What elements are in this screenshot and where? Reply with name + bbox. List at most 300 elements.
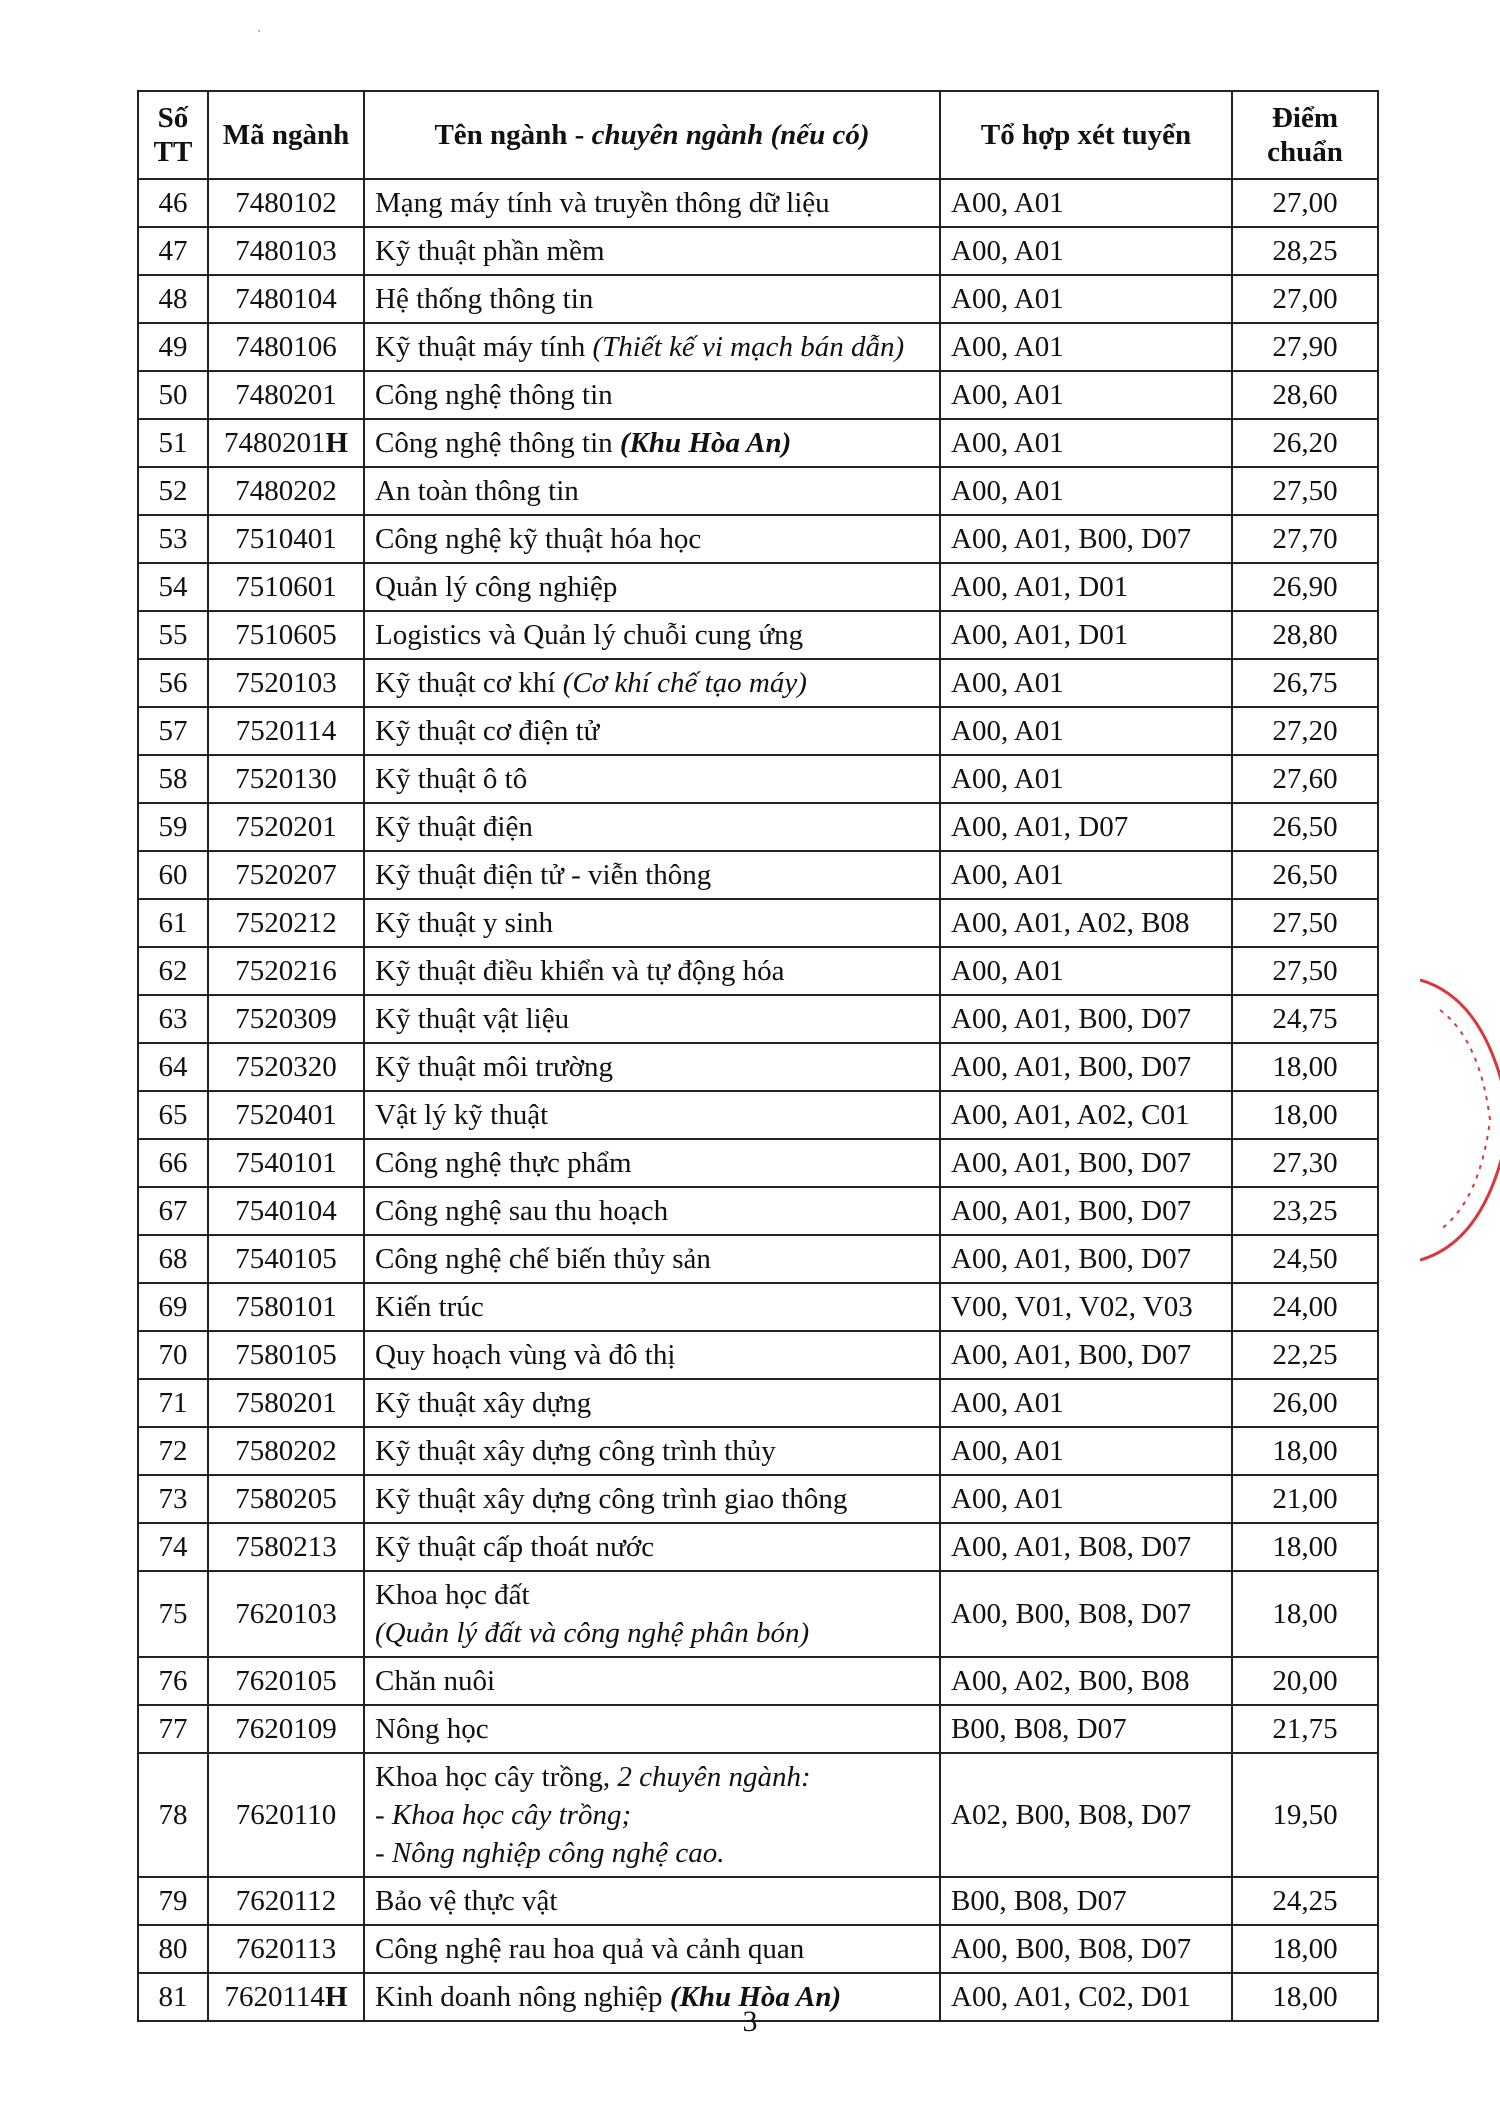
diem-chuan-cell: 21,75 xyxy=(1232,1705,1378,1753)
stt-cell: 57 xyxy=(138,707,208,755)
table-row xyxy=(138,323,1378,371)
diem-chuan-cell: 24,25 xyxy=(1232,1877,1378,1925)
ten-nganh-cell xyxy=(364,1705,940,1753)
table-row xyxy=(138,1475,1378,1523)
header-ma-nganh: Mã ngành xyxy=(208,91,364,179)
stt-cell: 64 xyxy=(138,1043,208,1091)
table-row xyxy=(138,1043,1378,1091)
to-hop-cell: A00, A01, B00, D07 xyxy=(940,995,1232,1043)
ma-nganh-cell xyxy=(208,1139,364,1187)
ma-nganh-code: 7580205 xyxy=(235,1483,337,1515)
ma-nganh-code: 7540101 xyxy=(235,1147,337,1179)
stt-cell: 54 xyxy=(138,563,208,611)
ma-nganh-cell xyxy=(208,1657,364,1705)
stt-cell: 59 xyxy=(138,803,208,851)
ten-nganh-text: Công nghệ chế biến thủy sản xyxy=(375,1243,711,1275)
diem-chuan-cell: 28,80 xyxy=(1232,611,1378,659)
ten-nganh-text: Logistics và Quản lý chuỗi cung ứng xyxy=(375,619,804,651)
ma-nganh-code: 7520320 xyxy=(235,1051,337,1083)
ma-nganh-code: 7480201 xyxy=(235,379,337,411)
diem-chuan-cell: 22,25 xyxy=(1232,1331,1378,1379)
ten-nganh-text: Công nghệ thông tin xyxy=(375,427,620,459)
ma-nganh-cell xyxy=(208,1877,364,1925)
ten-nganh-text: Hệ thống thông tin xyxy=(375,283,594,315)
table-row xyxy=(138,227,1378,275)
table-row xyxy=(138,1877,1378,1925)
ten-nganh-text: Chăn nuôi xyxy=(375,1665,496,1697)
ma-nganh-cell xyxy=(208,275,364,323)
ten-nganh-text: Kỹ thuật điện xyxy=(375,811,533,843)
ma-nganh-code: 7520103 xyxy=(235,667,337,699)
ten-nganh-note: (Thiết kế vi mạch bán dẫn) xyxy=(592,331,905,363)
stt-cell: 52 xyxy=(138,467,208,515)
to-hop-cell: A00, A01, C02, D01 xyxy=(940,1973,1232,2021)
ten-nganh-cell xyxy=(364,563,940,611)
stt-cell: 56 xyxy=(138,659,208,707)
stt-cell: 68 xyxy=(138,1235,208,1283)
ma-nganh-cell xyxy=(208,1187,364,1235)
stt-cell: 65 xyxy=(138,1091,208,1139)
table-row xyxy=(138,1753,1378,1877)
ten-nganh-text: Kỹ thuật ô tô xyxy=(375,763,528,795)
ma-nganh-cell xyxy=(208,851,364,899)
to-hop-cell: A00, A01, B08, D07 xyxy=(940,1523,1232,1571)
ten-nganh-cell xyxy=(364,275,940,323)
ma-nganh-code: 7580101 xyxy=(235,1291,337,1323)
ten-nganh-text: Quy hoạch vùng và đô thị xyxy=(375,1339,676,1371)
to-hop-cell: A00, A01, B00, D07 xyxy=(940,1187,1232,1235)
stt-cell: 55 xyxy=(138,611,208,659)
table-row xyxy=(138,1523,1378,1571)
table-row xyxy=(138,851,1378,899)
ma-nganh-code: 7580213 xyxy=(235,1531,337,1563)
diem-chuan-cell: 24,00 xyxy=(1232,1283,1378,1331)
ma-nganh-code: 7620105 xyxy=(235,1665,337,1697)
diem-chuan-cell: 23,25 xyxy=(1232,1187,1378,1235)
ma-nganh-cell xyxy=(208,803,364,851)
ma-nganh-code: 7510601 xyxy=(235,571,337,603)
stt-cell: 49 xyxy=(138,323,208,371)
ten-nganh-text: Mạng máy tính và truyền thông dữ liệu xyxy=(375,187,830,219)
ten-nganh-cell xyxy=(364,1043,940,1091)
ma-nganh-code: 7520207 xyxy=(235,859,337,891)
stt-cell: 60 xyxy=(138,851,208,899)
to-hop-cell: A00, A01 xyxy=(940,419,1232,467)
admission-scores-table xyxy=(137,90,1379,2022)
stt-cell: 81 xyxy=(138,1973,208,2021)
ma-nganh-code: 7480103 xyxy=(235,235,337,267)
ma-nganh-cell xyxy=(208,179,364,227)
to-hop-cell: A00, A01 xyxy=(940,1379,1232,1427)
ten-nganh-text: Công nghệ kỹ thuật hóa học xyxy=(375,523,702,555)
ten-nganh-text: Công nghệ thông tin xyxy=(375,379,613,411)
stt-cell: 66 xyxy=(138,1139,208,1187)
ten-nganh-text: Kỹ thuật xây dựng xyxy=(375,1387,592,1419)
to-hop-cell: A00, B00, B08, D07 xyxy=(940,1571,1232,1657)
ten-nganh-subline: - Khoa học cây trồng; xyxy=(375,1799,632,1831)
ma-nganh-code: 7620114 xyxy=(224,1981,325,2013)
ten-nganh-cell xyxy=(364,323,940,371)
table-row xyxy=(138,1571,1378,1657)
ma-nganh-code: 7520401 xyxy=(235,1099,337,1131)
ma-nganh-code: 7620110 xyxy=(235,1799,337,1831)
ten-nganh-cell xyxy=(364,851,940,899)
ten-nganh-text: Kỹ thuật cấp thoát nước xyxy=(375,1531,655,1563)
ma-nganh-code: 7580201 xyxy=(235,1387,337,1419)
table-row xyxy=(138,275,1378,323)
ten-nganh-note: (Cơ khí chế tạo máy) xyxy=(562,667,807,699)
ten-nganh-subline: (Quản lý đất và công nghệ phân bón) xyxy=(375,1617,810,1649)
header-ten-nganh-main: Tên ngành - xyxy=(434,119,592,151)
to-hop-cell: A00, A01 xyxy=(940,467,1232,515)
table-row xyxy=(138,371,1378,419)
ten-nganh-cell xyxy=(364,1475,940,1523)
ten-nganh-cell xyxy=(364,227,940,275)
red-seal-stamp-graphic xyxy=(1420,970,1500,1270)
ten-nganh-text: Kỹ thuật xây dựng công trình giao thông xyxy=(375,1483,848,1515)
ma-nganh-code: 7520201 xyxy=(235,811,337,843)
ma-nganh-cell xyxy=(208,371,364,419)
to-hop-cell: A00, A01, B00, D07 xyxy=(940,515,1232,563)
to-hop-cell: A00, A01, A02, C01 xyxy=(940,1091,1232,1139)
to-hop-cell: A00, A01 xyxy=(940,179,1232,227)
stt-cell: 53 xyxy=(138,515,208,563)
ma-nganh-cell xyxy=(208,1043,364,1091)
ma-nganh-cell xyxy=(208,1705,364,1753)
stt-cell: 79 xyxy=(138,1877,208,1925)
ma-nganh-cell xyxy=(208,1091,364,1139)
table-row xyxy=(138,467,1378,515)
ten-nganh-cell xyxy=(364,515,940,563)
ma-nganh-code: 7620112 xyxy=(235,1885,337,1917)
table-row xyxy=(138,659,1378,707)
table-row xyxy=(138,611,1378,659)
to-hop-cell: A00, A01 xyxy=(940,371,1232,419)
diem-chuan-cell: 26,50 xyxy=(1232,803,1378,851)
diem-chuan-cell: 27,70 xyxy=(1232,515,1378,563)
to-hop-cell: A02, B00, B08, D07 xyxy=(940,1753,1232,1877)
to-hop-cell: A00, B00, B08, D07 xyxy=(940,1925,1232,1973)
stt-cell: 77 xyxy=(138,1705,208,1753)
ma-nganh-cell xyxy=(208,1523,364,1571)
stt-cell: 78 xyxy=(138,1753,208,1877)
diem-chuan-cell: 27,00 xyxy=(1232,179,1378,227)
ten-nganh-cell xyxy=(364,995,940,1043)
header-ten-nganh-italic: chuyên ngành (nếu có) xyxy=(591,119,870,151)
red-seal-stamp xyxy=(1420,970,1500,1270)
to-hop-cell: V00, V01, V02, V03 xyxy=(940,1283,1232,1331)
diem-chuan-cell: 26,50 xyxy=(1232,851,1378,899)
ma-nganh-cell xyxy=(208,899,364,947)
stt-cell: 47 xyxy=(138,227,208,275)
ten-nganh-cell xyxy=(364,1187,940,1235)
ma-nganh-code: 7580202 xyxy=(235,1435,337,1467)
stt-cell: 62 xyxy=(138,947,208,995)
stt-cell: 72 xyxy=(138,1427,208,1475)
to-hop-cell: A00, A01 xyxy=(940,1475,1232,1523)
ten-nganh-text: An toàn thông tin xyxy=(375,475,579,507)
ten-nganh-cell xyxy=(364,659,940,707)
diem-chuan-cell: 18,00 xyxy=(1232,1427,1378,1475)
ten-nganh-cell xyxy=(364,1235,940,1283)
ten-nganh-cell xyxy=(364,179,940,227)
to-hop-cell: A00, A02, B00, B08 xyxy=(940,1657,1232,1705)
to-hop-cell: A00, A01, B00, D07 xyxy=(940,1043,1232,1091)
ma-nganh-suffix: H xyxy=(325,427,349,459)
ten-nganh-text: Công nghệ rau hoa quả và cảnh quan xyxy=(375,1933,805,1965)
table-header-row xyxy=(138,91,1378,179)
ma-nganh-cell xyxy=(208,563,364,611)
diem-chuan-cell: 24,75 xyxy=(1232,995,1378,1043)
table-row xyxy=(138,1331,1378,1379)
ten-nganh-text: Vật lý kỹ thuật xyxy=(375,1099,549,1131)
diem-chuan-cell: 27,50 xyxy=(1232,947,1378,995)
stt-cell: 51 xyxy=(138,419,208,467)
ten-nganh-text: Kỹ thuật cơ khí xyxy=(375,667,563,699)
to-hop-cell: A00, A01 xyxy=(940,275,1232,323)
header-ten-nganh xyxy=(364,91,940,179)
ten-nganh-cell xyxy=(364,1379,940,1427)
table-row xyxy=(138,1705,1378,1753)
table-row xyxy=(138,1657,1378,1705)
ten-nganh-text: Công nghệ sau thu hoạch xyxy=(375,1195,669,1227)
ma-nganh-cell xyxy=(208,1571,364,1657)
ten-nganh-text: Khoa học đất xyxy=(375,1579,530,1611)
to-hop-cell: A00, A01 xyxy=(940,1427,1232,1475)
to-hop-cell: A00, A01, B00, D07 xyxy=(940,1331,1232,1379)
header-stt: Số TT xyxy=(138,91,208,179)
ten-nganh-cell xyxy=(364,1753,940,1877)
ten-nganh-campus: (Khu Hòa An) xyxy=(669,1981,842,2013)
stt-cell: 70 xyxy=(138,1331,208,1379)
ten-nganh-text: Quản lý công nghiệp xyxy=(375,571,618,603)
to-hop-cell: A00, A01, D01 xyxy=(940,611,1232,659)
ma-nganh-code: 7520216 xyxy=(235,955,337,987)
table-row xyxy=(138,563,1378,611)
ten-nganh-cell xyxy=(364,1427,940,1475)
table-row xyxy=(138,515,1378,563)
ten-nganh-text: Kỹ thuật máy tính xyxy=(375,331,593,363)
diem-chuan-cell: 28,25 xyxy=(1232,227,1378,275)
ma-nganh-cell xyxy=(208,419,364,467)
table-row xyxy=(138,1091,1378,1139)
diem-chuan-cell: 27,60 xyxy=(1232,755,1378,803)
table-row xyxy=(138,1139,1378,1187)
stt-cell: 63 xyxy=(138,995,208,1043)
ten-nganh-cell xyxy=(364,1877,940,1925)
scan-dot xyxy=(258,30,260,32)
ma-nganh-cell xyxy=(208,227,364,275)
ten-nganh-cell xyxy=(364,1283,940,1331)
ma-nganh-cell xyxy=(208,1427,364,1475)
ten-nganh-text: Kỹ thuật phần mềm xyxy=(375,235,605,267)
diem-chuan-cell: 24,50 xyxy=(1232,1235,1378,1283)
ma-nganh-cell xyxy=(208,1235,364,1283)
ten-nganh-text: Kỹ thuật điều khiển và tự động hóa xyxy=(375,955,785,987)
ma-nganh-cell xyxy=(208,755,364,803)
page-number: 3 xyxy=(742,2005,758,2038)
diem-chuan-cell: 18,00 xyxy=(1232,1973,1378,2021)
stt-cell: 67 xyxy=(138,1187,208,1235)
ma-nganh-cell xyxy=(208,947,364,995)
ma-nganh-code: 7480102 xyxy=(235,187,337,219)
ma-nganh-cell xyxy=(208,1475,364,1523)
diem-chuan-cell: 20,00 xyxy=(1232,1657,1378,1705)
header-diem-chuan: Điểm chuẩn xyxy=(1232,91,1378,179)
diem-chuan-cell: 26,75 xyxy=(1232,659,1378,707)
ma-nganh-code: 7540105 xyxy=(235,1243,337,1275)
ma-nganh-code: 7520212 xyxy=(235,907,337,939)
ten-nganh-cell xyxy=(364,1523,940,1571)
table-row xyxy=(138,947,1378,995)
table-row xyxy=(138,707,1378,755)
ten-nganh-note: 2 chuyên ngành: xyxy=(617,1761,811,1793)
ten-nganh-text: Kỹ thuật y sinh xyxy=(375,907,554,939)
ma-nganh-code: 7520130 xyxy=(235,763,337,795)
stt-cell: 74 xyxy=(138,1523,208,1571)
ma-nganh-code: 7620109 xyxy=(235,1713,337,1745)
stt-cell: 61 xyxy=(138,899,208,947)
table-row xyxy=(138,1235,1378,1283)
stt-cell: 71 xyxy=(138,1379,208,1427)
to-hop-cell: A00, A01 xyxy=(940,947,1232,995)
ma-nganh-cell xyxy=(208,467,364,515)
ma-nganh-cell xyxy=(208,515,364,563)
ma-nganh-code: 7480106 xyxy=(235,331,337,363)
ma-nganh-cell xyxy=(208,1283,364,1331)
table-row xyxy=(138,755,1378,803)
stt-cell: 80 xyxy=(138,1925,208,1973)
ten-nganh-text: Kinh doanh nông nghiệp xyxy=(375,1981,670,2013)
ma-nganh-cell xyxy=(208,611,364,659)
table-row xyxy=(138,419,1378,467)
to-hop-cell: A00, A01, D01 xyxy=(940,563,1232,611)
to-hop-cell: A00, A01 xyxy=(940,707,1232,755)
ten-nganh-cell xyxy=(364,371,940,419)
stt-cell: 76 xyxy=(138,1657,208,1705)
stt-cell: 48 xyxy=(138,275,208,323)
admission-scores-table-container xyxy=(137,90,1377,2022)
diem-chuan-cell: 27,20 xyxy=(1232,707,1378,755)
table-row xyxy=(138,995,1378,1043)
ten-nganh-cell xyxy=(364,1091,940,1139)
ten-nganh-cell xyxy=(364,899,940,947)
diem-chuan-cell: 26,00 xyxy=(1232,1379,1378,1427)
ten-nganh-cell xyxy=(364,467,940,515)
ma-nganh-code: 7510401 xyxy=(235,523,337,555)
to-hop-cell: A00, A01, B00, D07 xyxy=(940,1139,1232,1187)
diem-chuan-cell: 28,60 xyxy=(1232,371,1378,419)
ten-nganh-cell xyxy=(364,419,940,467)
ma-nganh-cell xyxy=(208,1925,364,1973)
ten-nganh-text: Kiến trúc xyxy=(375,1291,484,1323)
ten-nganh-cell xyxy=(364,755,940,803)
ma-nganh-suffix: H xyxy=(324,1981,348,2013)
diem-chuan-cell: 18,00 xyxy=(1232,1091,1378,1139)
diem-chuan-cell: 27,90 xyxy=(1232,323,1378,371)
to-hop-cell: A00, A01, B00, D07 xyxy=(940,1235,1232,1283)
to-hop-cell: A00, A01, D07 xyxy=(940,803,1232,851)
ten-nganh-cell xyxy=(364,947,940,995)
to-hop-cell: B00, B08, D07 xyxy=(940,1705,1232,1753)
ma-nganh-code: 7620113 xyxy=(235,1933,337,1965)
to-hop-cell: A00, A01 xyxy=(940,227,1232,275)
diem-chuan-cell: 26,90 xyxy=(1232,563,1378,611)
stt-cell: 50 xyxy=(138,371,208,419)
to-hop-cell: A00, A01 xyxy=(940,755,1232,803)
to-hop-cell: B00, B08, D07 xyxy=(940,1877,1232,1925)
ma-nganh-cell xyxy=(208,1379,364,1427)
table-body xyxy=(138,179,1378,2021)
diem-chuan-cell: 26,20 xyxy=(1232,419,1378,467)
ten-nganh-subline: - Nông nghiệp công nghệ cao. xyxy=(375,1837,725,1869)
ma-nganh-cell xyxy=(208,659,364,707)
ma-nganh-code: 7480201 xyxy=(223,427,326,459)
diem-chuan-cell: 27,50 xyxy=(1232,467,1378,515)
to-hop-cell: A00, A01 xyxy=(940,659,1232,707)
table-row xyxy=(138,1283,1378,1331)
diem-chuan-cell: 18,00 xyxy=(1232,1571,1378,1657)
ten-nganh-text: Kỹ thuật điện tử - viễn thông xyxy=(375,859,712,891)
ten-nganh-text: Kỹ thuật cơ điện tử xyxy=(375,715,600,747)
stt-cell: 73 xyxy=(138,1475,208,1523)
ten-nganh-text: Công nghệ thực phẩm xyxy=(375,1147,632,1179)
diem-chuan-cell: 18,00 xyxy=(1232,1523,1378,1571)
ma-nganh-code: 7520114 xyxy=(235,715,337,747)
stt-cell: 46 xyxy=(138,179,208,227)
table-row xyxy=(138,179,1378,227)
diem-chuan-cell: 18,00 xyxy=(1232,1925,1378,1973)
ten-nganh-campus: (Khu Hòa An) xyxy=(619,427,792,459)
ma-nganh-code: 7620103 xyxy=(235,1598,337,1630)
diem-chuan-cell: 19,50 xyxy=(1232,1753,1378,1877)
ten-nganh-cell xyxy=(364,1925,940,1973)
ten-nganh-cell xyxy=(364,1139,940,1187)
ten-nganh-text: Kỹ thuật xây dựng công trình thủy xyxy=(375,1435,776,1467)
ma-nganh-cell xyxy=(208,323,364,371)
ten-nganh-text: Kỹ thuật vật liệu xyxy=(375,1003,570,1035)
stt-cell: 58 xyxy=(138,755,208,803)
ten-nganh-cell xyxy=(364,611,940,659)
ma-nganh-code: 7510605 xyxy=(235,619,337,651)
to-hop-cell: A00, A01 xyxy=(940,851,1232,899)
diem-chuan-cell: 27,50 xyxy=(1232,899,1378,947)
table-row xyxy=(138,899,1378,947)
ma-nganh-cell xyxy=(208,995,364,1043)
ma-nganh-code: 7520309 xyxy=(235,1003,337,1035)
ma-nganh-code: 7540104 xyxy=(235,1195,337,1227)
table-row xyxy=(138,1925,1378,1973)
diem-chuan-cell: 27,30 xyxy=(1232,1139,1378,1187)
ten-nganh-text: Bảo vệ thực vật xyxy=(375,1885,558,1917)
ten-nganh-cell xyxy=(364,1657,940,1705)
to-hop-cell: A00, A01, A02, B08 xyxy=(940,899,1232,947)
ma-nganh-cell xyxy=(208,1753,364,1877)
ten-nganh-text: Kỹ thuật môi trường xyxy=(375,1051,614,1083)
ten-nganh-cell xyxy=(364,707,940,755)
ma-nganh-cell xyxy=(208,1331,364,1379)
ma-nganh-cell xyxy=(208,707,364,755)
table-row xyxy=(138,1379,1378,1427)
stt-cell: 69 xyxy=(138,1283,208,1331)
table-row xyxy=(138,1187,1378,1235)
stt-cell: 75 xyxy=(138,1571,208,1657)
diem-chuan-cell: 21,00 xyxy=(1232,1475,1378,1523)
table-row xyxy=(138,1427,1378,1475)
ten-nganh-text: Khoa học cây trồng, xyxy=(375,1761,618,1793)
ma-nganh-code: 7580105 xyxy=(235,1339,337,1371)
ten-nganh-cell xyxy=(364,1331,940,1379)
